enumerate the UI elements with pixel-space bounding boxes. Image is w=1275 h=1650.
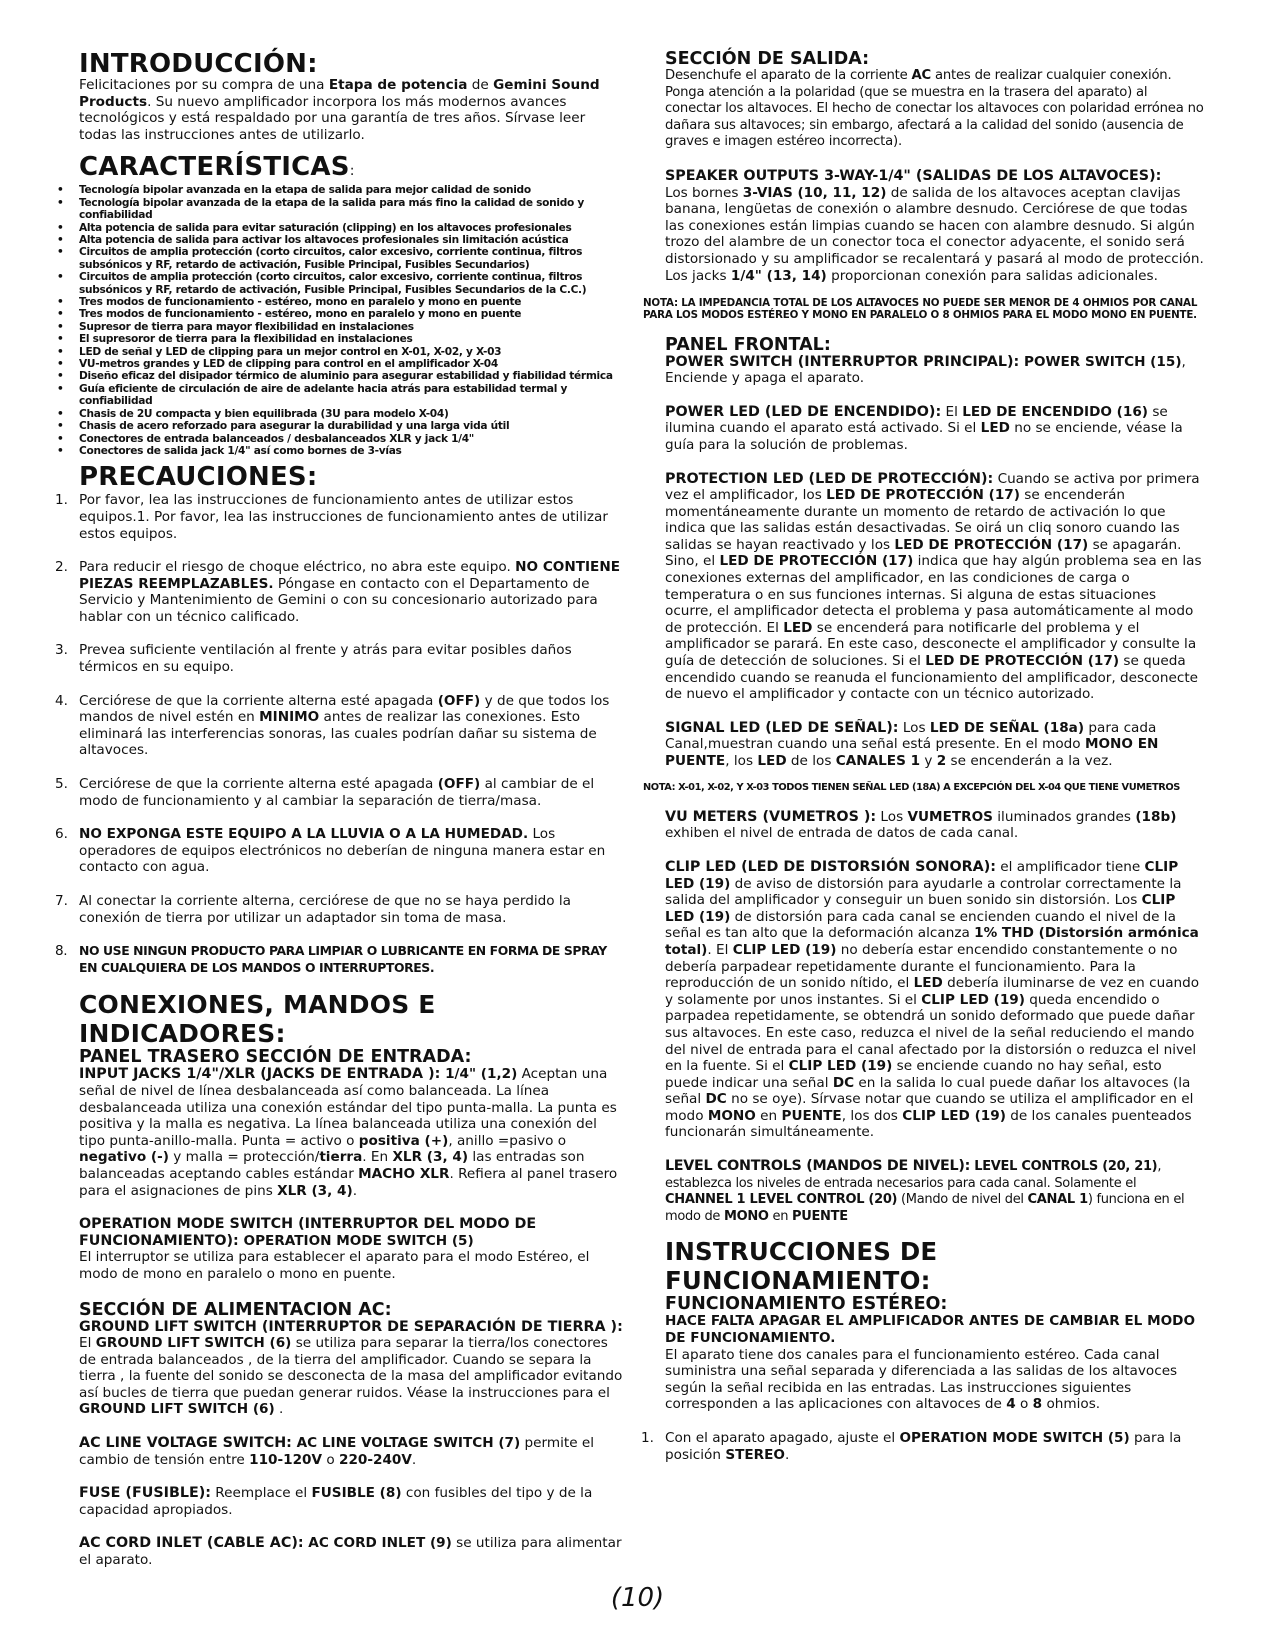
ac-line-voltage-text: AC LINE VOLTAGE SWITCH: AC LINE VOLTAGE SWITCH (7) permite el cambio de tensión entre 110-120V o 220-240V. xyxy=(79,1435,595,1468)
list-item: 2. Para reducir el riesgo de choque eléctrico, no abra este equipo. NO CONTIENE PIEZAS REEMPLAZABLES. Póngase en contacto con el Departamento de Servicio y Mantenimiento de Gemini o con su concesionario autorizado para hablar con un técnico calificado. xyxy=(55,559,621,625)
list-item: • Tres modos de funcionamiento - estéreo, mono en paralelo y mono en puente xyxy=(57,296,522,309)
precautions-list xyxy=(55,492,624,976)
list-item: • Tecnología bipolar avanzada de la etapa de la salida para más fino la calidad de sonido y confiabilidad xyxy=(57,196,584,222)
list-item: • Conectores de entrada balanceados / desbalanceados XLR y jack 1/4" xyxy=(57,432,475,445)
list-item: • Circuitos de amplia protección (corto circuitos, calor excesivo, corriente continua, filtros subsónicos y RF, retardo de activación, Fusible Principal, Fusibles Secundarios de la C.C.) xyxy=(57,271,587,296)
right-column xyxy=(641,49,1205,1463)
list-item: • Alta potencia de salida para activar los altavoces profesionales sin limitación acústica xyxy=(57,234,569,246)
intro-text: Felicitaciones por su compra de una Etapa de potencia de Gemini Sound Products. Su nuevo amplificador incorpora los más modernos avances tecnológicos y está respaldado por una garantía de tres años. Sírvase leer todas las instrucciones antes de utilizarlo. xyxy=(79,77,600,143)
list-item: 1. Por favor, lea las instrucciones de funcionamiento antes de utilizar estos equipos.1. Por favor, lea las instrucciones de funcionamiento antes de utilizar estos equipos. xyxy=(55,492,608,542)
features-list xyxy=(57,184,624,457)
level-controls-text: LEVEL CONTROLS (MANDOS DE NIVEL): LEVEL CONTROLS (20, 21), establezca los niveles de entrada necesarios para cada canal. Solamente el CHANNEL 1 LEVEL CONTROL (20) (Mando de nivel del CANAL 1) funciona en el modo de MONO en PUENTE xyxy=(665,1158,1185,1224)
intro-title: INTRODUCCIÓN: xyxy=(79,49,318,79)
power-switch-text: POWER SWITCH (INTERRUPTOR PRINCIPAL): POWER SWITCH (15), Enciende y apaga el aparato. xyxy=(665,353,1186,387)
clip-led-text: CLIP LED (LED DE DISTORSIÓN SONORA): el amplificador tiene CLIP LED (19) de aviso de distorsión para ayudarle a controlar correctamente la salida del amplificador y conseguir un buen sonido sin distorsión. Los CLIP LED (19) de distorsión para cada canal se encienden cuando el nivel de la señal es tan alto que la deformación alcanza 1% THD (Distorsión armónica total). El CLIP LED (19) no debería estar encendido constantemente o no debería parpadear repetidamente durante el funcionamiento. Para la reproducción de un sonido nítido, el LED debería iluminarse de vez en cuando y solamente por unos instantes. Si el CLIP LED (19) queda encendido o parpadea repetidamente, se obtendrá un sonido deformado que puede dañar sus altavoces. En este caso, reduzca el nivel de la señal reduciendo el mando del nivel de entrada para el canal afectado por la distorsión o reduzca el nivel en la fuente. Si el CLIP LED (19) se enciende cuando no hay señal, esto puede indicar una señal DC en la salida lo cual puede dañar los altavoces (la señal DC no se oye). Sírvase notar que cuando se utiliza el amplificador en el modo MONO en PUENTE, los dos CLIP LED (19) de los canales puenteados funcionarán simultáneamente. xyxy=(665,858,1200,1141)
speaker-outputs-text: SPEAKER OUTPUTS 3-WAY-1/4" (SALIDAS DE LOS ALTAVOCES): Los bornes 3-VIAS (10, 11, 12) de salida de los altavoces aceptan clavijas banana, lengüetas de conexión o alambre desnudo. Cerciórese de que todas las conexiones están limpias cuando se hacen con alambre desnudo. Si algún trozo del alambre de un conector toca el conector adyacente, el sonido será distorsionado y su amplificador se recalentará y pasará al modo de protección. Los jacks 1/4" (13, 14) proporcionan conexión para salidas adicionales. xyxy=(665,167,1204,284)
signal-led-text: SIGNAL LED (LED DE SEÑAL): Los LED DE SEÑAL (18a) para cada Canal,muestran cuando una señal está presente. En el modo MONO EN PUENTE, los LED de los CANALES 1 y 2 se encenderán a la vez. xyxy=(665,719,1159,769)
list-item: 6. NO EXPONGA ESTE EQUIPO A LA LLUVIA O A LA HUMEDAD. Los operadores de equipos electrónicos no deberían de ninguna manera estar en contacto con agua. xyxy=(55,826,606,876)
power-led-text: POWER LED (LED DE ENCENDIDO): El LED DE ENCENDIDO (16) se ilumina cuando el aparato está activado. Si el LED no se enciende, véase la guía para la solución de problemas. xyxy=(665,403,1183,453)
features-title: CARACTERÍSTICAS: xyxy=(79,152,355,183)
precautions-title: PRECAUCIONES: xyxy=(79,462,318,493)
list-item: • Supresor de tierra para mayor flexibilidad en instalaciones xyxy=(57,320,414,333)
list-item: 3. Prevea suficiente ventilación al frente y atrás para evitar posibles daños térmicos en su equipo. xyxy=(55,642,572,676)
ground-lift-text: GROUND LIFT SWITCH (INTERRUPTOR DE SEPARACIÓN DE TIERRA ): El GROUND LIFT SWITCH (6) se utiliza para separar la tierra/los conectores de entrada balanceados , de la tierra del amplificador. Cuando se separa la tierra , la fuente del sonido se desconecta de la masa del amplificador evitando así bucles de tierra que puedan generar ruidos. Véase la instrucciones para el GROUND LIFT SWITCH (6) . xyxy=(79,1318,623,1418)
list-item: • LED de señal y LED de clipping para un mejor control en X-01, X-02, y X-03 xyxy=(57,345,502,358)
list-item: 8. NO USE NINGUN PRODUCTO PARA LIMPIAR O LUBRICANTE EN FORMA DE SPRAY EN CUALQUIERA DE LOS MANDOS O INTERRUPTORES. xyxy=(55,943,607,975)
list-item: 7. Al conectar la corriente alterna, cerciórese de que no se haya perdido la conexión de tierra por utilizar un adaptador sin toma de masa. xyxy=(55,893,572,926)
vu-meters-text: VU METERS (VUMETROS ): Los VUMETROS iluminados grandes (18b) exhiben el nivel de entrada de datos de cada canal. xyxy=(665,808,1177,842)
stereo-title: FUNCIONAMIENTO ESTÉREO: xyxy=(665,1294,948,1315)
list-item: • Alta potencia de salida para evitar saturación (clipping) en los altavoces profesionales xyxy=(57,221,572,234)
signal-led-note: NOTA: X-01, X-02, Y X-03 TODOS TIENEN SEÑAL LED (18A) A EXCEPCIÓN DEL X-04 QUE TIENE VUMETROS xyxy=(643,781,1180,793)
protection-led-text: PROTECTION LED (LED DE PROTECCIÓN): Cuando se activa por primera vez el amplificador, los LED DE PROTECCIÓN (17) se encenderán momentáneamente durante un momento de retardo de activación lo que indica que las salidas están desactivadas. Se oirá un cliq sonoro cuando las salidas se hayan reactivado y los LED DE PROTECCIÓN (17) se apagarán. Sino, el LED DE PROTECCIÓN (17) indica que hay algún problema sea en las conexiones externas del amplificador, en las condiciones de carga o temperatura o en sus funciones internas. Si alguna de estas situaciones ocurre, el amplificador detecta el problema y pasa automáticamente al modo de protección. El LED se encenderá para notificarle del problema y el amplificador se parará. En este caso, desconecte el amplificador y consulte la guía de detección de soluciones. Si el LED DE PROTECCIÓN (17) se queda encendido cuando se reanuda el funcionamiento del amplificador, desconecte de nuevo el amplificador y contacte con un técnico autorizado. xyxy=(665,470,1202,703)
list-item: • Conectores de salida jack 1/4" así como bornes de 3-vías xyxy=(57,444,402,457)
rear-panel-title: PANEL TRASERO SECCIÓN DE ENTRADA: xyxy=(79,1047,472,1068)
impedance-note: NOTA: LA IMPEDANCIA TOTAL DE LOS ALTAVOCES NO PUEDE SER MENOR DE 4 OHMIOS POR CANAL PARA LOS MODOS ESTÉREO Y MONO EN PARALELO O 8 OHMIOS PARA EL MODO MONO EN PUENTE. xyxy=(643,297,1198,322)
input-jacks-text: INPUT JACKS 1/4"/XLR (JACKS DE ENTRADA ): 1/4" (1,2) Aceptan una señal de nivel de línea desbalanceada así como balanceada. La línea desbalanceada utiliza una conexión estándar del tipo punta-malla. La punta es positiva y la malla es negativa. La línea balanceada utiliza una conexión del tipo punta-anillo-malla. Punta = activo o positiva (+), anillo =pasivo o negativo (-) y malla = protección/tierra. En XLR (3, 4) las entradas son balanceadas aceptando cables estándar MACHO XLR. Refiera al panel trasero para el asignaciones de pins XLR (3, 4). xyxy=(79,1066,618,1199)
output-section-title: SECCIÓN DE SALIDA: xyxy=(665,49,870,69)
output-section-text: Desenchufe el aparato de la corriente AC antes de realizar cualquier conexión. Ponga atención a la polaridad (que se muestra en la trasera del aparato) al conectar los altavoces. El hecho de conectar los altavoces con polaridad errónea no dañara sus altavoces; sin embargo, afectará a la calidad del sonido (ausencia de graves e imagen estéreo incorrecta). xyxy=(665,68,1204,150)
list-item: 5. Cerciórese de que la corriente alterna esté apagada (OFF) al cambiar de el modo de funcionamiento y al cambiar la separación de tierra/masa. xyxy=(55,776,595,809)
list-item: 4. Cerciórese de que la corriente alterna esté apagada (OFF) y de que todos los mandos de nivel estén en MINIMO antes de realizar las conexiones. Esto eliminará las interferencias sonoras, las cuales podrían dañar su sistema de altavoces. xyxy=(55,692,610,759)
ac-section-title: SECCIÓN DE ALIMENTACION AC: xyxy=(79,1299,392,1320)
list-item: • El supresoror de tierra para la flexibilidad en instalaciones xyxy=(57,333,413,346)
front-panel-title: PANEL FRONTAL: xyxy=(665,334,831,355)
stereo-steps xyxy=(641,1430,1205,1463)
ac-cord-text: AC CORD INLET (CABLE AC): AC CORD INLET (9) se utiliza para alimentar el aparato. xyxy=(79,1535,622,1569)
list-item: • Chasis de acero reforzado para asegurar la durabilidad y una larga vida útil xyxy=(57,420,510,433)
stereo-text: El aparato tiene dos canales para el funcionamiento estéreo. Cada canal suministra una señal separada y diferenciada a las salidas de los altavoces según la señal recibida en las entradas. Las instrucciones siguientes corresponden a las aplicaciones con altavoces de 4 o 8 ohmios. xyxy=(665,1346,1178,1413)
list-item: • Chasis de 2U compacta y bien equilibrada (3U para modelo X-04) xyxy=(57,407,449,420)
page-number: (10) xyxy=(610,1583,665,1613)
list-item: • Tres modos de funcionamiento - estéreo, mono en paralelo y mono en puente xyxy=(57,308,522,321)
connections-title: CONEXIONES, MANDOS E INDICADORES: xyxy=(79,990,436,1049)
fuse-text: FUSE (FUSIBLE): Reemplace el FUSIBLE (8) con fusibles del tipo y de la capacidad apropiados. xyxy=(79,1485,593,1518)
operation-mode-text: OPERATION MODE SWITCH (INTERRUPTOR DEL MODO DE FUNCIONAMIENTO): OPERATION MODE SWITCH (5) El interruptor se utiliza para establecer el aparato para el modo Estéreo, el modo de mono en paralelo o mono en puente. xyxy=(79,1216,590,1282)
list-item: • Circuitos de amplia protección (corto circuitos, calor excesivo, corriente continua, filtros subsónicos y RF, retardo de activación, Fusible Principal, Fusibles Secundarios) xyxy=(57,246,583,271)
left-column xyxy=(55,49,624,1569)
stereo-warning: HACE FALTA APAGAR EL AMPLIFICADOR ANTES DE CAMBIAR EL MODO DE FUNCIONAMIENTO. xyxy=(665,1313,1195,1347)
list-item: • Guía eficiente de circulación de aire de adelante hacia atrás para estabilidad termal y confiabilidad xyxy=(57,382,568,408)
list-item: • VU-metros grandes y LED de clipping para control en el amplificador X-04 xyxy=(57,358,498,371)
list-item: • Diseño eficaz del disipador térmico de aluminio para asegurar estabilidad y fiabilidad térmica xyxy=(57,370,613,383)
list-item: • Tecnología bipolar avanzada en la etapa de salida para mejor calidad de sonido xyxy=(57,184,531,197)
instructions-title: INSTRUCCIONES DE FUNCIONAMIENTO: xyxy=(665,1237,938,1296)
list-item: 1. Con el aparato apagado, ajuste el OPERATION MODE SWITCH (5) para la posición STEREO. xyxy=(641,1430,1182,1463)
